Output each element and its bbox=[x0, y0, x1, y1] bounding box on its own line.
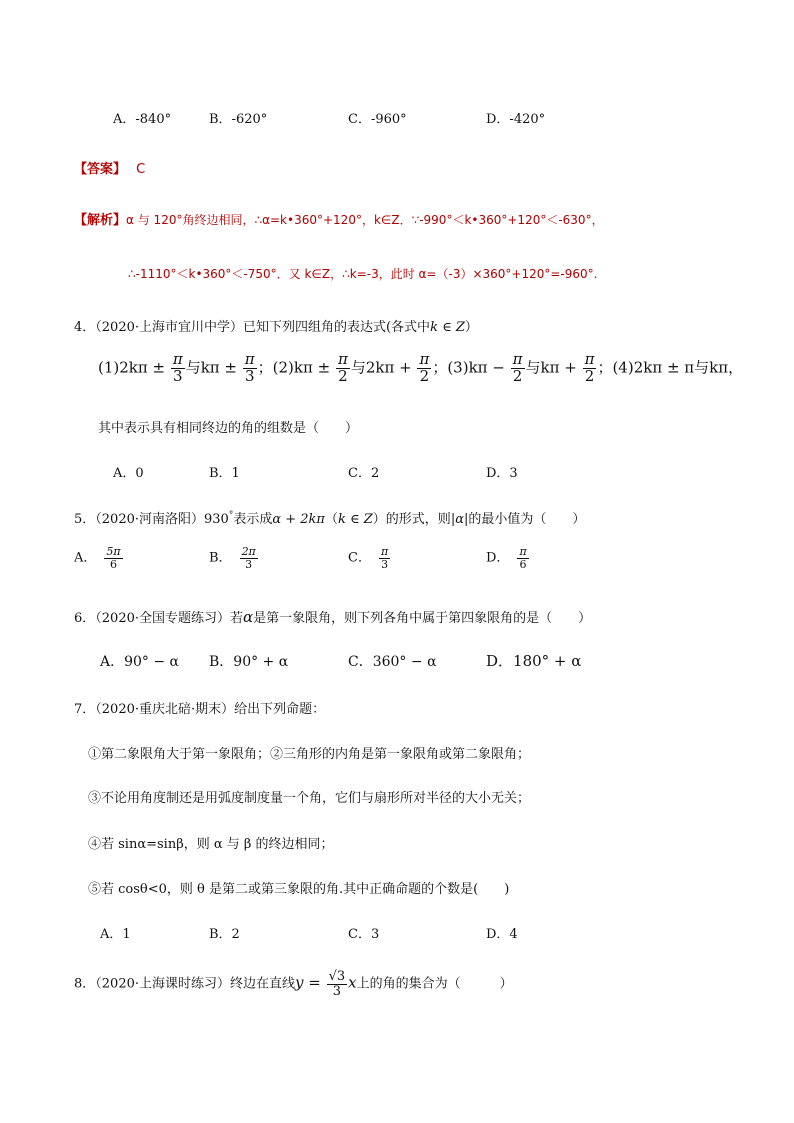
q5-stem-c: 的最小值为（ ） bbox=[468, 512, 586, 527]
frac-num: π bbox=[337, 350, 348, 368]
q7-option-b: B．2 bbox=[209, 927, 240, 942]
q5-stem-b: 表示成 bbox=[233, 512, 273, 527]
q6-option-d: D．180° + α bbox=[486, 652, 582, 670]
frac-den: 6 bbox=[519, 557, 527, 571]
q7-option-a: A．1 bbox=[100, 927, 131, 942]
frac-num: π bbox=[512, 350, 523, 368]
q8-stem-b: 上的角的集合为（ ） bbox=[356, 976, 513, 992]
q7-statement-3: ④若 sinα=sinβ，则 α 与 β 的终边相同； bbox=[88, 837, 334, 852]
fraction bbox=[240, 546, 258, 570]
q5-option-c bbox=[348, 546, 391, 570]
q5-abs-alpha: |α| bbox=[450, 512, 469, 527]
answer-tag: 【答案】 bbox=[74, 162, 127, 177]
q6-stem bbox=[74, 607, 591, 626]
frac-den: 2 bbox=[512, 366, 523, 385]
q3-analysis-line2: ∴-1110°＜k•360°＜-750°．又 k∈Z，∴k=-3，此时 α=（-3）×360°+120°=-960°. bbox=[128, 267, 598, 281]
q3-option-c: C．-960° bbox=[348, 112, 407, 127]
fraction-pi-2 bbox=[583, 352, 597, 385]
frac-num: π bbox=[244, 350, 255, 368]
q5-degree: ° bbox=[228, 510, 234, 521]
q4-expr-2: (2)kπ ± bbox=[272, 358, 335, 377]
q5-k-in-z: k ∈ Z bbox=[337, 512, 373, 527]
q4-end: ， bbox=[728, 358, 744, 377]
q3-analysis-line1 bbox=[74, 209, 604, 228]
q4-stem-end: ） bbox=[464, 320, 478, 335]
q8-stem bbox=[74, 970, 513, 998]
q4-kpi-pm: kπ ± bbox=[200, 358, 242, 377]
option-label: A． bbox=[74, 550, 97, 566]
frac-den: 2 bbox=[584, 366, 595, 385]
q4-yu: 与 bbox=[525, 358, 541, 377]
q4-expr-3: (3)kπ − bbox=[447, 358, 510, 377]
frac-den: 3 bbox=[332, 983, 342, 999]
q4-prompt: 其中表示具有相同终边的角的组数是（ ） bbox=[98, 421, 359, 436]
q4-stem-text: 4．（2020·上海市宜川中学）已知下列四组角的表达式(各式中 bbox=[74, 320, 431, 335]
answer-value: C bbox=[136, 162, 146, 177]
q7-stem: 7．（2020·重庆北碚·期末）给出下列命题： bbox=[74, 702, 326, 717]
q8-stem-a: 8．（2020·上海课时练习）终边在直线 bbox=[74, 976, 295, 992]
q7-statement-1: ①第二象限角大于第一象限角；②三角形的内角是第一象限角或第二象限角； bbox=[88, 747, 531, 762]
frac-num: √3 bbox=[328, 969, 346, 984]
q5-paren-open: （ bbox=[324, 512, 338, 527]
q8-y-eq: y = bbox=[295, 973, 326, 992]
q5-expression: α + 2kπ bbox=[272, 512, 325, 527]
q8-x: x bbox=[348, 973, 357, 992]
q7-option-c: C．3 bbox=[348, 927, 380, 942]
fraction-sqrt3-3 bbox=[327, 970, 348, 998]
frac-num: π bbox=[172, 350, 183, 368]
frac-den: 3 bbox=[173, 366, 183, 385]
q4-yu: 与 bbox=[350, 358, 366, 377]
frac-num: 2π bbox=[241, 545, 256, 558]
frac-num: π bbox=[519, 545, 527, 558]
q5-stem-a: 5．（2020·河南洛阳）930 bbox=[74, 512, 229, 527]
frac-den: 2 bbox=[338, 366, 348, 385]
q4-semi: ； bbox=[432, 358, 448, 377]
q4-expr-4: (4)2kπ ± π与kπ bbox=[612, 358, 729, 377]
q3-option-b: B．-620° bbox=[209, 112, 268, 127]
fraction-pi-3 bbox=[171, 352, 185, 385]
frac-den: 3 bbox=[245, 557, 253, 571]
q4-semi: ； bbox=[597, 358, 613, 377]
fraction-pi-2 bbox=[336, 352, 350, 385]
frac-num: π bbox=[380, 545, 389, 558]
q3-answer bbox=[74, 158, 145, 177]
q3-option-a: A．-840° bbox=[113, 112, 172, 127]
q4-option-b: B．1 bbox=[209, 466, 240, 481]
frac-num: π bbox=[419, 350, 430, 368]
frac-num: π bbox=[584, 350, 595, 368]
q4-option-c: C．2 bbox=[348, 466, 380, 481]
fraction bbox=[517, 546, 528, 570]
q4-option-a: A．0 bbox=[113, 466, 144, 481]
q7-statement-4: ⑤若 cosθ<0，则 θ 是第二或第三象限的角.其中正确命题的个数是( ) bbox=[88, 882, 510, 897]
fraction bbox=[104, 546, 122, 570]
q3-option-d: D．-420° bbox=[486, 112, 546, 127]
q4-stem-z: Z bbox=[455, 320, 465, 335]
q7-option-d: D．4 bbox=[486, 927, 518, 942]
analysis-tag: 【解析】 bbox=[74, 213, 127, 228]
fraction-pi-2 bbox=[417, 352, 431, 385]
q5-option-a bbox=[74, 546, 124, 570]
analysis-text-1: α 与 120°角终边相同，∴α=k•360°+120°，k∈Z．∵-990°＜k•360°+120°＜-630°， bbox=[126, 213, 604, 227]
q6-option-c: C．360° − α bbox=[348, 654, 437, 670]
q6-option-a: A．90° − α bbox=[100, 654, 180, 670]
q5-option-d bbox=[486, 546, 530, 570]
fraction bbox=[379, 546, 390, 570]
option-label: C． bbox=[348, 550, 371, 566]
q6-stem-a: 6．（2020·全国专题练习）若 bbox=[74, 611, 243, 626]
q4-stem bbox=[74, 316, 478, 335]
frac-num: 5π bbox=[106, 545, 121, 558]
q5-paren-close: ）的形式，则 bbox=[372, 512, 451, 527]
frac-den: 6 bbox=[110, 557, 117, 571]
q6-stem-b: 是第一象限角，则下列各角中属于第四象限角的是（ ） bbox=[253, 611, 592, 626]
q5-option-b bbox=[209, 546, 259, 570]
option-label: D． bbox=[486, 550, 510, 566]
q4-kpi-plus: kπ + bbox=[540, 358, 582, 377]
q4-yu: 与 bbox=[185, 358, 201, 377]
q4-2kpi-plus: 2kπ + bbox=[365, 358, 417, 377]
q4-stem-in: ∈ bbox=[437, 320, 456, 335]
fraction-pi-3 bbox=[243, 352, 257, 385]
q4-semi: ； bbox=[257, 358, 273, 377]
frac-den: 3 bbox=[244, 366, 255, 385]
fraction-pi-2 bbox=[511, 352, 525, 385]
frac-den: 2 bbox=[419, 366, 430, 385]
q4-expr-1: (1)2kπ ± bbox=[98, 358, 170, 377]
q4-stem-k: k bbox=[430, 320, 438, 335]
frac-den: 3 bbox=[381, 557, 389, 571]
q6-alpha: α bbox=[243, 608, 254, 626]
q5-stem bbox=[74, 508, 585, 527]
q4-option-d: D．3 bbox=[486, 466, 518, 481]
q6-option-b: B．90° + α bbox=[209, 654, 289, 670]
option-label: B． bbox=[209, 550, 232, 566]
q7-statement-2: ③不论用角度制还是用弧度制度量一个角，它们与扇形所对半径的大小无关； bbox=[88, 791, 531, 806]
q4-expressions bbox=[98, 352, 743, 385]
